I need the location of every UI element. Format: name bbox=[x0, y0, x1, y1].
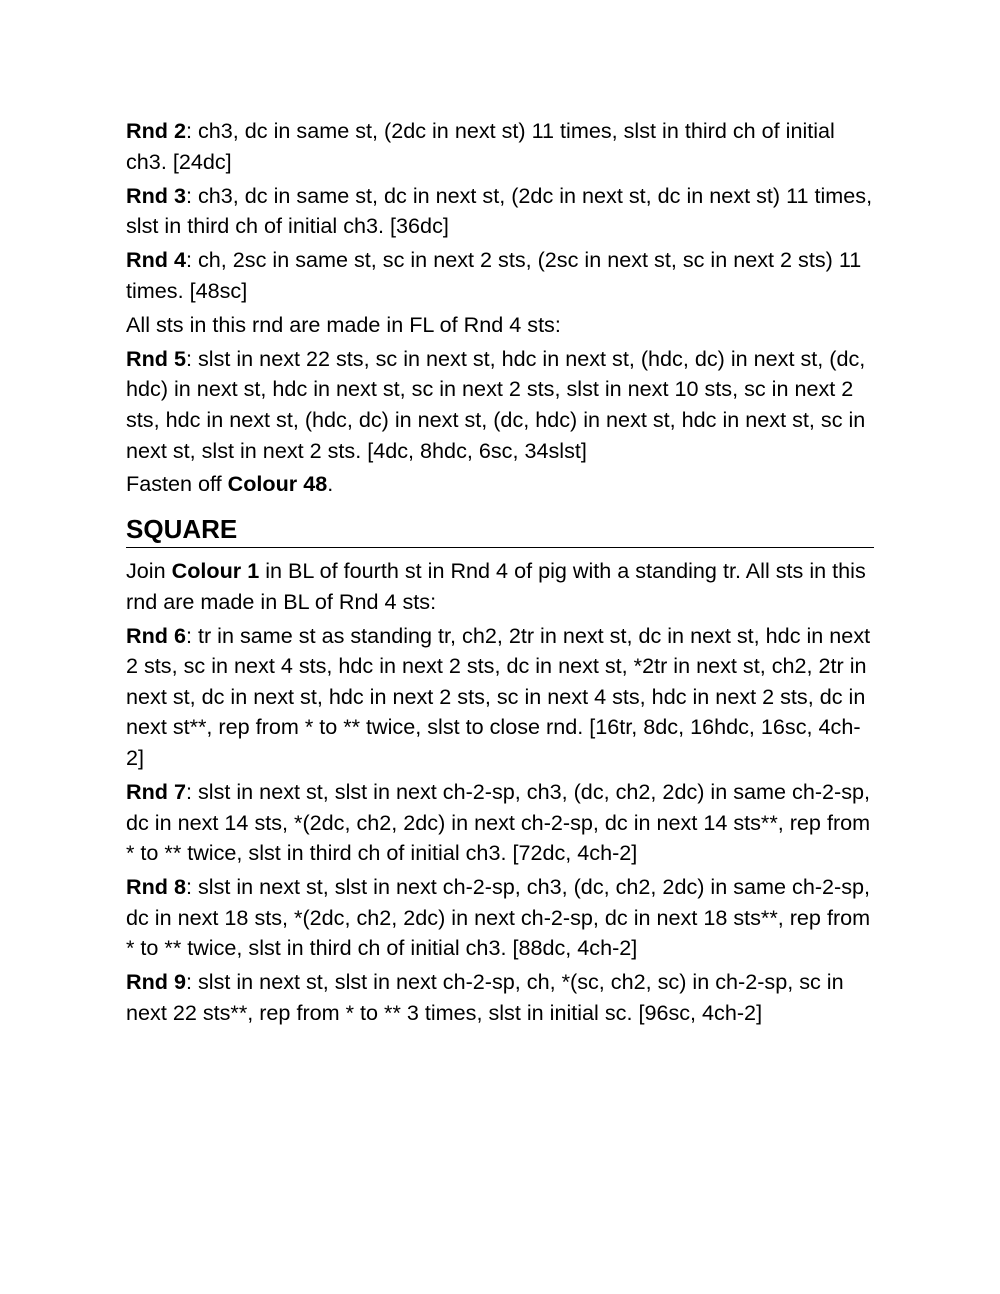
round-label: Rnd 6 bbox=[126, 622, 186, 648]
colour-name: Colour 1 bbox=[171, 558, 260, 584]
round-6-instruction bbox=[126, 621, 876, 774]
round-label: Rnd 3 bbox=[126, 182, 186, 208]
round-label: Rnd 8 bbox=[126, 874, 186, 900]
fasten-off-prefix: Fasten off bbox=[126, 471, 228, 497]
round-9-instruction bbox=[126, 967, 876, 1028]
front-loop-note: All sts in this rnd are made in FL of Rnd 4 sts: bbox=[126, 311, 561, 337]
round-text: : tr in same st as standing tr, ch2, 2tr in next st, dc in next st, hdc in next 2 sts, sc in next 4 sts, hdc in next 2 sts, dc in next st, *2tr in next st, ch2, 2tr in next st, dc in next st, hdc in next 2 sts, sc in next 4 sts, hdc in next 2 sts, dc in next st**, rep from * to ** twice, slst to close rnd. [16tr, 8dc, 16hdc, 16sc, 4ch-2] bbox=[126, 622, 871, 771]
round-text: : ch3, dc in same st, dc in next st, (2dc in next st, dc in next st) 11 times, slst in third ch of initial ch3. [36dc] bbox=[126, 182, 873, 239]
round-text: : slst in next st, slst in next ch-2-sp, ch3, (dc, ch2, 2dc) in same ch-2-sp, dc in next 18 sts, *(2dc, ch2, 2dc) in next ch-2-sp, dc in next 18 sts**, rep from * to ** twice, slst in third ch of initial ch3. [88dc, 4ch-2] bbox=[126, 874, 871, 961]
round-2-instruction bbox=[126, 116, 876, 177]
section-heading-square: SQUARE bbox=[126, 514, 874, 548]
join-prefix: Join bbox=[126, 558, 172, 584]
round-text: : ch3, dc in same st, (2dc in next st) 11 times, slst in third ch of initial ch3. [24dc] bbox=[126, 118, 835, 174]
round-8-instruction bbox=[126, 872, 876, 964]
join-suffix: in BL of fourth st in Rnd 4 of pig with a standing tr. All sts in this rnd are made in BL of Rnd 4 sts: bbox=[126, 558, 866, 614]
round-text: : ch, 2sc in same st, sc in next 2 sts, (2sc in next st, sc in next 2 sts) 11 times. [48sc] bbox=[126, 247, 862, 303]
round-label: Rnd 7 bbox=[126, 779, 186, 805]
join-instruction bbox=[126, 556, 876, 617]
round-label: Rnd 4 bbox=[126, 247, 186, 273]
round-label: Rnd 9 bbox=[126, 969, 186, 995]
fasten-off-instruction bbox=[126, 469, 876, 500]
colour-name: Colour 48 bbox=[227, 471, 328, 497]
round-3-instruction bbox=[126, 181, 876, 242]
round-text: : slst in next st, slst in next ch-2-sp, ch, *(sc, ch2, sc) in ch-2-sp, sc in next 22 sts**, rep from * to ** 3 times, slst in initial sc. [96sc, 4ch-2] bbox=[126, 969, 844, 1025]
round-text: : slst in next 22 sts, sc in next st, hdc in next st, (hdc, dc) in next st, (dc, hdc) in next st, hdc in next st, sc in next 2 sts, slst in next 10 sts, sc in next 2 sts, hdc in next st, (hdc, dc) in next st, (dc, hdc) in next st, hdc in next st, sc in next st, slst in next 2 sts. [4dc, 8hdc, 6sc, 34slst] bbox=[126, 345, 866, 463]
round-4-instruction bbox=[126, 245, 876, 306]
round-5-instruction bbox=[126, 344, 876, 466]
round-7-instruction bbox=[126, 777, 876, 869]
round-label: Rnd 5 bbox=[126, 345, 186, 371]
round-text: : slst in next st, slst in next ch-2-sp, ch3, (dc, ch2, 2dc) in same ch-2-sp, dc in next 14 sts, *(2dc, ch2, 2dc) in next ch-2-sp, dc in next 14 sts**, rep from * to ** twice, slst in third ch of initial ch3. [72dc, 4ch-2] bbox=[126, 779, 871, 866]
pattern-page bbox=[126, 116, 876, 1032]
square-section bbox=[126, 556, 876, 1028]
round-label: Rnd 2 bbox=[126, 118, 186, 143]
fasten-off-suffix: . bbox=[327, 471, 334, 497]
